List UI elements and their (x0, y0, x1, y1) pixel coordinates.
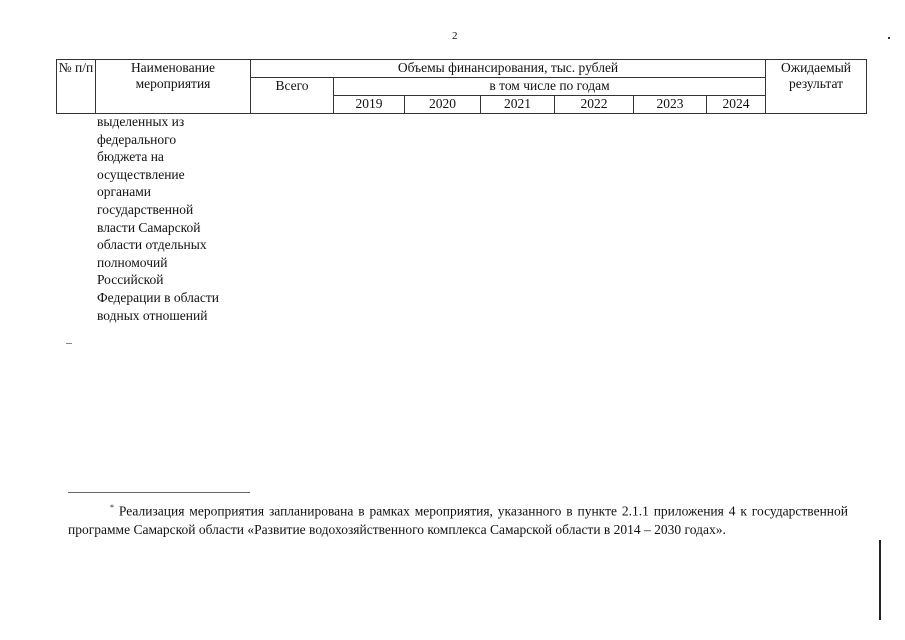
page-number: 2 (452, 30, 458, 42)
text-line: Федерации в области (97, 289, 220, 305)
header-year: 2024 (707, 96, 766, 114)
header-year: 2020 (405, 96, 481, 114)
text-line: федерального (97, 131, 177, 147)
header-financing: Объемы финансирования, тыс. рублей (251, 60, 766, 78)
financing-table (56, 59, 867, 114)
text-line: водных отношений (97, 307, 208, 323)
text-line: государственной (97, 201, 194, 217)
footnote (68, 499, 848, 540)
row-name-continuation (97, 113, 257, 324)
page-edge-line (879, 540, 881, 620)
scan-speck (888, 37, 890, 39)
header-by-years: в том числе по годам (334, 78, 766, 96)
text-line: полномочий (97, 254, 168, 270)
header-year: 2019 (334, 96, 405, 114)
text-line: органами (97, 184, 152, 200)
text-line: выделенных из (97, 114, 185, 129)
footnote-separator (68, 492, 250, 493)
header-year: 2023 (634, 96, 707, 114)
text-line: области отдельных (97, 237, 207, 253)
text-line: власти Самарской (97, 219, 201, 235)
text-line: Российской (97, 272, 164, 288)
footnote-marker: * (110, 503, 114, 512)
header-num: № п/п (57, 60, 96, 114)
header-year: 2021 (481, 96, 555, 114)
header-result: Ожидаемый результат (766, 60, 867, 114)
footnote-text: Реализация мероприятия запланирована в рамках мероприятия, указанного в пункте 2.1.1 приложения 4 к государственной программе Самарской области «Развитие водохозяйственного комплекса Самарской области в 2014 – 2030 годах». (68, 503, 848, 537)
header-total: Всего (251, 78, 334, 114)
text-line: бюджета на (97, 149, 164, 165)
scan-mark (66, 343, 72, 344)
text-line: осуществление (97, 166, 185, 182)
header-year: 2022 (555, 96, 634, 114)
header-name: Наименование мероприятия (96, 60, 251, 114)
